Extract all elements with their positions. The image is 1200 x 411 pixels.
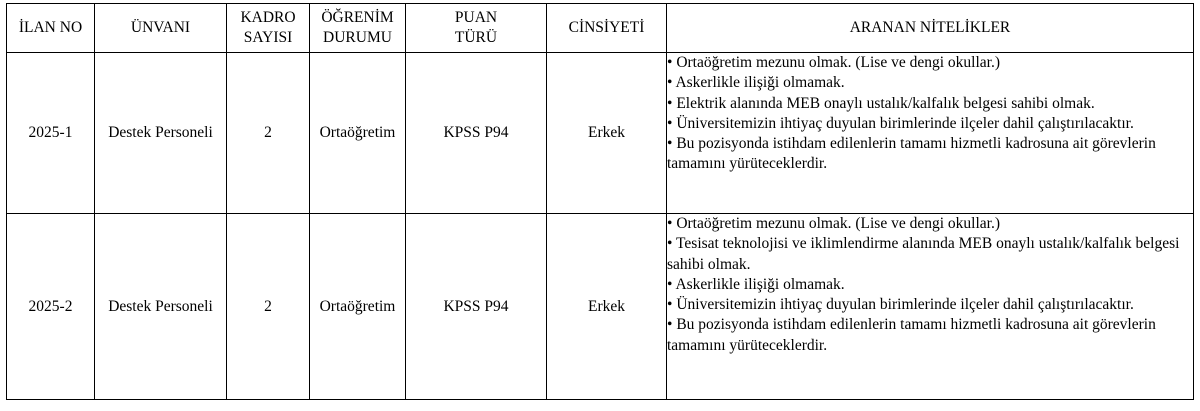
cell-nitelikler <box>667 53 1194 214</box>
requirement-item: • Askerlikle ilişiği olmamak. <box>667 73 1193 93</box>
cell-ogrenim: Ortaöğretim <box>310 53 406 214</box>
cell-cinsiyet: Erkek <box>547 53 667 214</box>
requirement-item: • Elektrik alanında MEB onaylı ustalık/kalfalık belgesi sahibi olmak. <box>667 94 1193 114</box>
cell-unvani: Destek Personeli <box>95 53 227 214</box>
header-unvani: ÜNVANI <box>95 4 227 53</box>
requirement-item: • Bu pozisyonda istihdam edilenlerin tamamı hizmetli kadrosuna ait görevlerin tamamını yürüteceklerdir. <box>667 315 1193 356</box>
header-ogrenim-line2: DURUMU <box>323 29 392 46</box>
cell-nitelikler <box>667 214 1194 400</box>
cell-ogrenim: Ortaöğretim <box>310 214 406 400</box>
header-row <box>7 4 1194 53</box>
cell-puan: KPSS P94 <box>406 53 547 214</box>
table-row <box>7 214 1194 400</box>
requirement-item: • Bu pozisyonda istihdam edilenlerin tamamı hizmetli kadrosuna ait görevlerin tamamını yürüteceklerdir. <box>667 134 1193 175</box>
requirement-item: • Üniversitemizin ihtiyaç duyulan birimlerinde ilçeler dahil çalıştırılacaktır. <box>667 114 1193 134</box>
header-cinsiyeti: CİNSİYETİ <box>547 4 667 53</box>
header-ogrenim-line1: ÖĞRENİM <box>321 9 394 26</box>
requirement-item: • Ortaöğretim mezunu olmak. (Lise ve dengi okullar.) <box>667 53 1193 73</box>
header-ogrenim-durumu <box>310 4 406 53</box>
cell-kadro: 2 <box>227 214 310 400</box>
header-aranan-nitelikler: ARANAN NİTELİKLER <box>667 4 1194 53</box>
cell-puan: KPSS P94 <box>406 214 547 400</box>
cell-ilan-no: 2025-1 <box>7 53 95 214</box>
header-kadro-sayisi <box>227 4 310 53</box>
header-ilan-no: İLAN NO <box>7 4 95 53</box>
requirement-item: • Tesisat teknolojisi ve iklimlendirme alanında MEB onaylı ustalık/kalfalık belgesi sahibi olmak. <box>667 234 1193 275</box>
requirement-item: • Askerlikle ilişiği olmamak. <box>667 275 1193 295</box>
cell-kadro: 2 <box>227 53 310 214</box>
header-puan-turu <box>406 4 547 53</box>
cell-ilan-no: 2025-2 <box>7 214 95 400</box>
requirement-item: • Ortaöğretim mezunu olmak. (Lise ve dengi okullar.) <box>667 214 1193 234</box>
header-kadro-line1: KADRO <box>240 9 296 26</box>
cell-cinsiyet: Erkek <box>547 214 667 400</box>
cell-unvani: Destek Personeli <box>95 214 227 400</box>
requirement-item: • Üniversitemizin ihtiyaç duyulan birimlerinde ilçeler dahil çalıştırılacaktır. <box>667 295 1193 315</box>
header-puan-line2: TÜRÜ <box>454 29 498 46</box>
header-puan-line1: PUAN <box>454 9 498 26</box>
header-kadro-line2: SAYISI <box>243 29 293 46</box>
table-row <box>7 53 1194 214</box>
job-listing-table <box>6 3 1194 400</box>
